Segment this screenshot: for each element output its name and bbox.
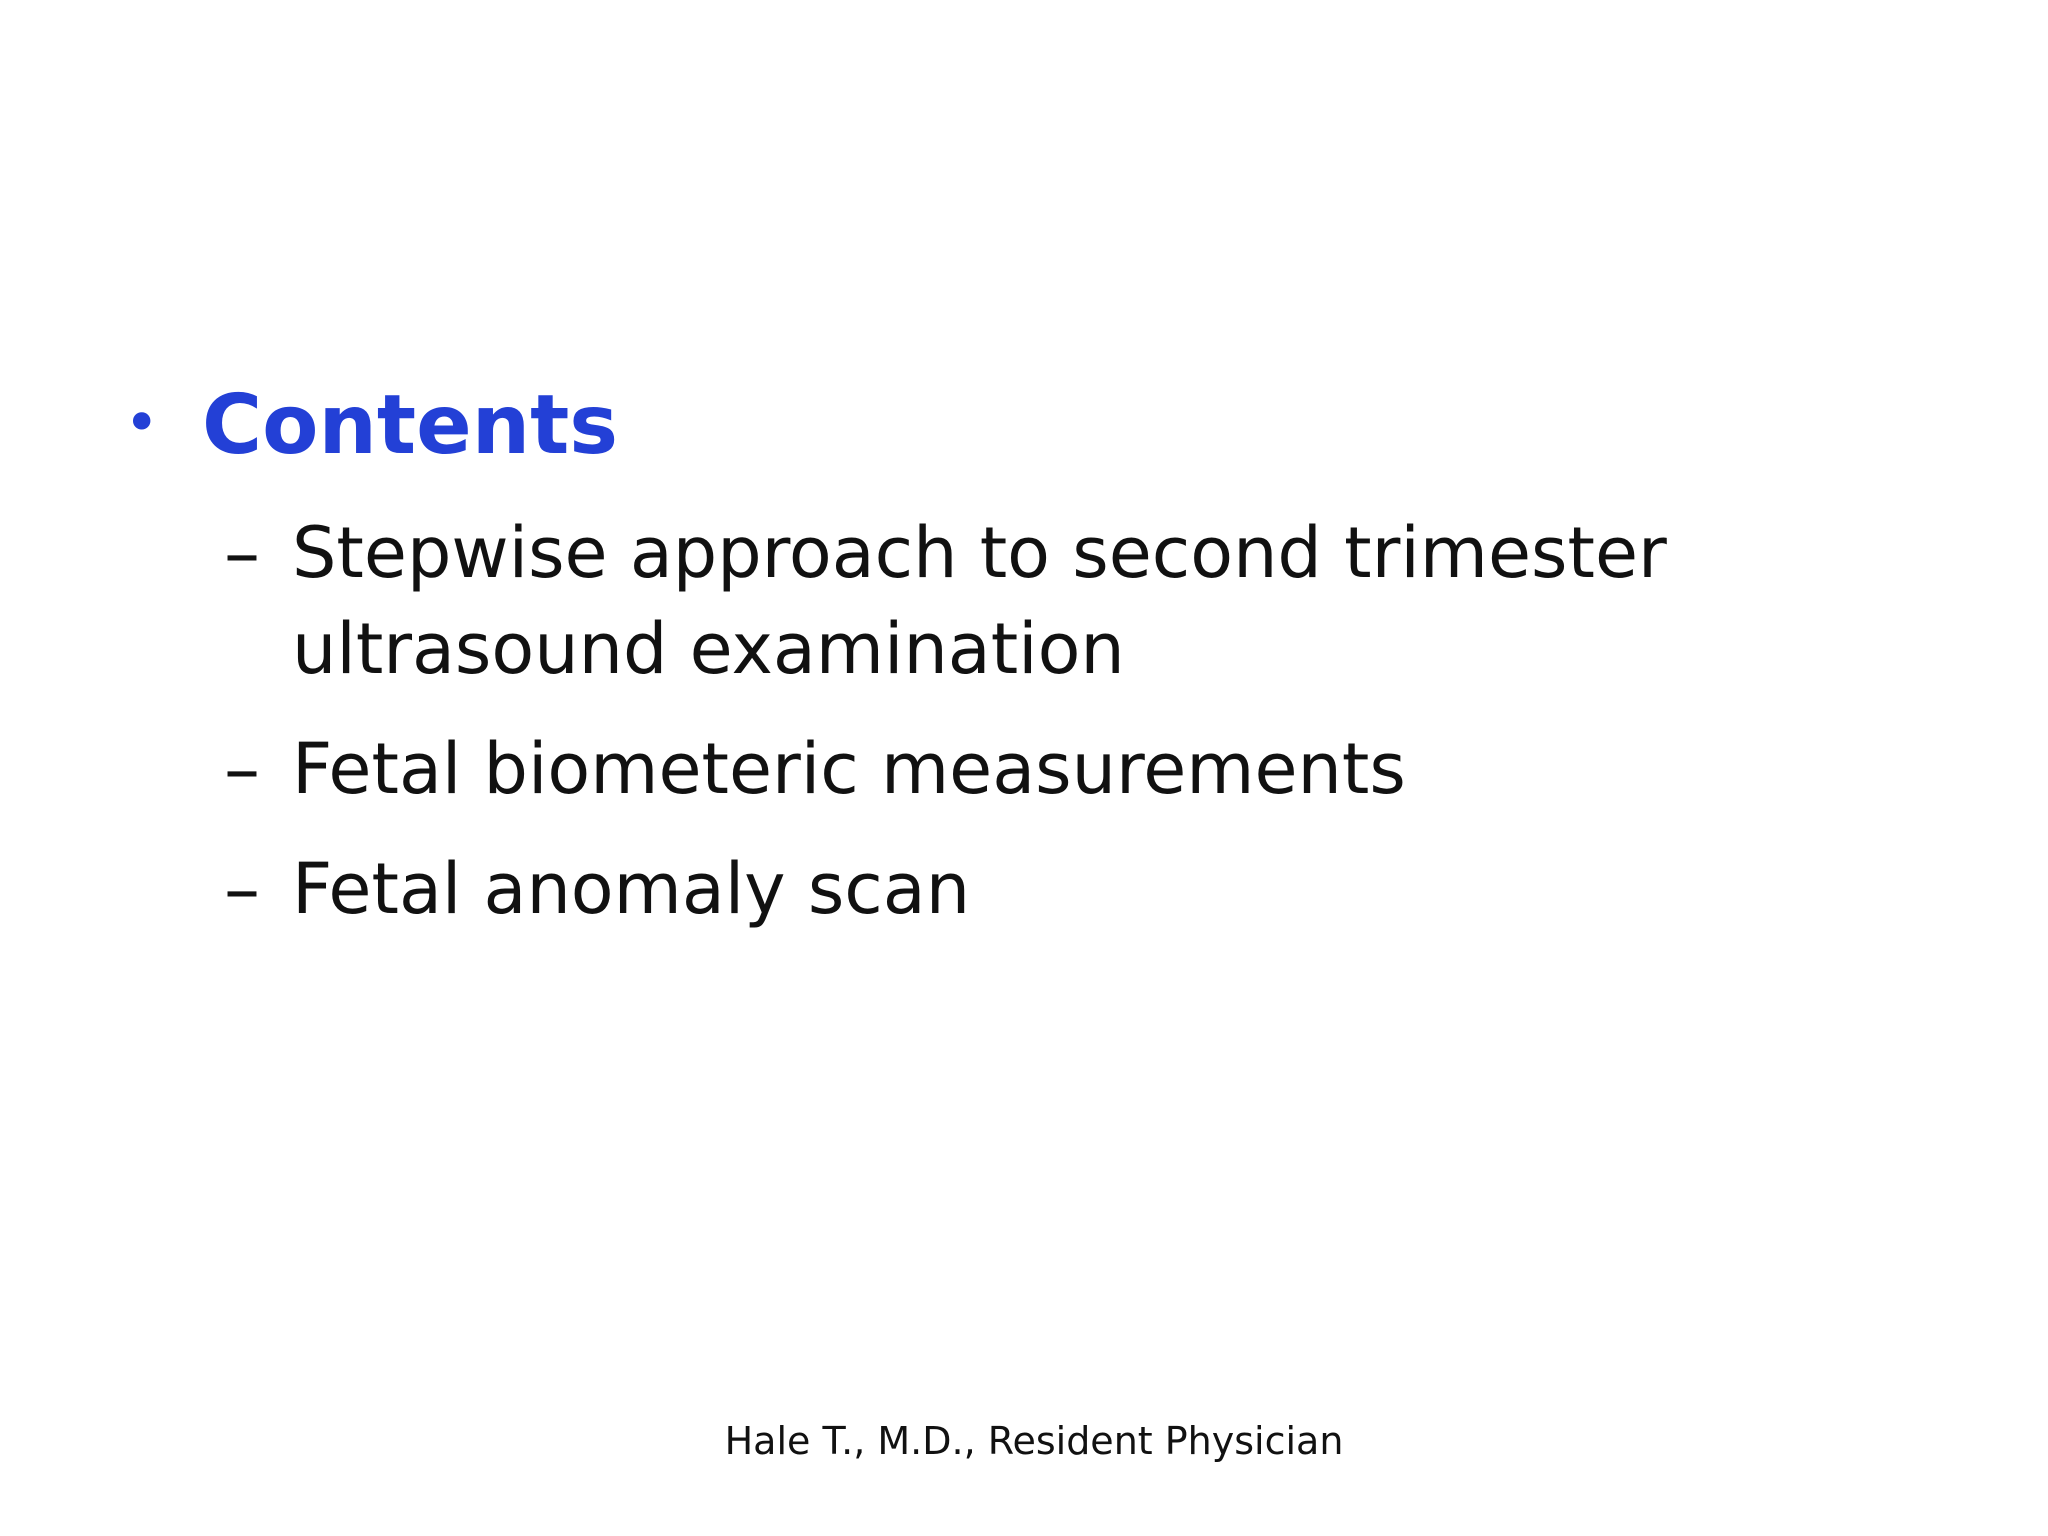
list-item-text: Fetal anomaly scan (292, 848, 971, 930)
dash-bullet-icon: – (224, 727, 260, 811)
dash-bullet-icon: – (224, 511, 260, 595)
list-item (224, 505, 1784, 697)
contents-list (224, 505, 1784, 961)
slide-footer: Hale T., M.D., Resident Physician (724, 1419, 1344, 1463)
list-item (224, 721, 1784, 817)
list-item (224, 841, 1784, 937)
list-item-text: Stepwise approach to second trimester ultrasound examination (292, 512, 1667, 690)
contents-heading (124, 378, 618, 473)
heading-bullet-icon: • (124, 388, 160, 458)
heading-title: Contents (202, 378, 619, 473)
dash-bullet-icon: – (224, 847, 260, 931)
list-item-text: Fetal biometeric measurements (292, 728, 1406, 810)
